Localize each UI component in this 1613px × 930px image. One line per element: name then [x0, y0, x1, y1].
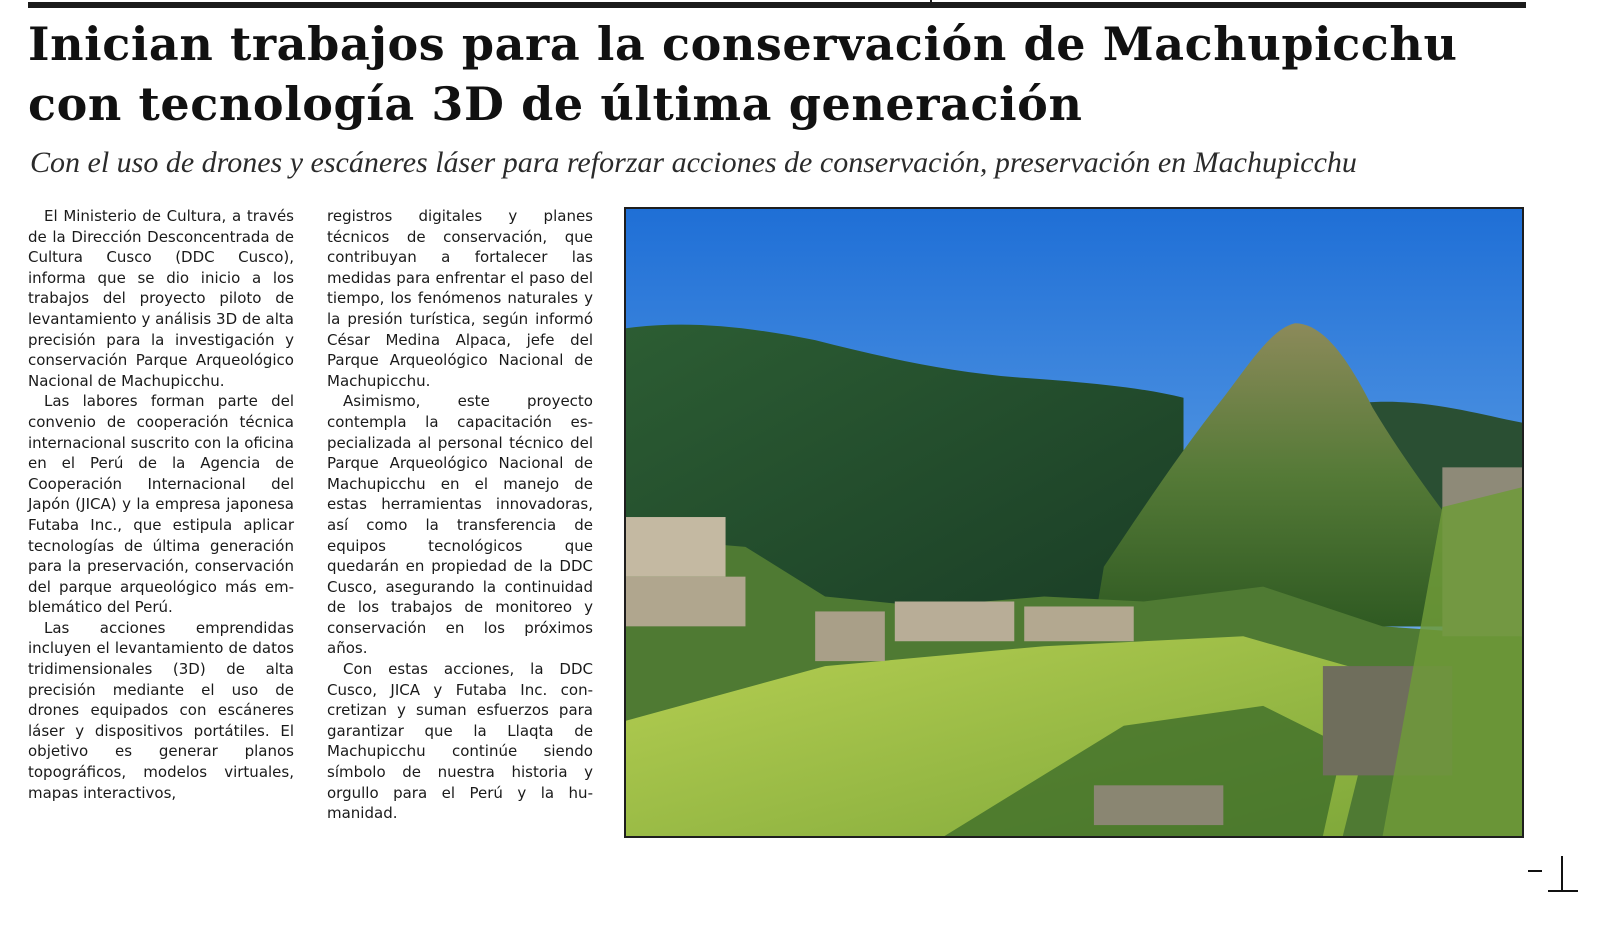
- column2-paragraph-1: registros digitales y planes técnicos de conservación, que contribuyan a fortalecer las medidas para enfrentar el paso del tiempo, los fenómenos naturales y la presión turística, según informó César Medina Alpaca, jefe del Parque Arqueológico Nacional de Machupicchu.: [327, 207, 593, 390]
- column1-paragraph-1: El Ministerio de Cultura, a través de la Dirección Desconcentrada de Cultura Cusco (DDC Cusco), informa que se dio inicio a los trabajos del proyecto piloto de levantamiento y análisis 3D de alta precisión para la investigación y conservación Parque Arqueológico Nacional de Machupicchu.: [28, 207, 294, 390]
- photo-illustration: [626, 209, 1522, 836]
- column1-paragraph-3: Las acciones emprendidas incluyen el levantamiento de datos tridimensionales (3D) de alta precisión mediante el uso de drones equipados con escáneres láser y dispositivos portátiles. El objetivo es generar planos topográficos, modelos virtuales, mapas interactivos,: [28, 618, 294, 802]
- column2-paragraph-3: Con estas acciones, la DDC Cusco, JICA y Futaba Inc. concretizan y suman esfuerzos para garantizar que la Llaqta de Machupicchu continúe siendo símbolo de nuestra historia y orgullo para el Perú y la humanidad.: [327, 660, 593, 823]
- column1-paragraph-2: Las labores forman parte del convenio de cooperación técnica internacional suscrito con la oficina en el Perú de la Agencia de Cooperación Internacional del Japón (JICA) y la empresa japonesa Futaba Inc., que estipula aplicar tecnologías de última generación para la preservación, conservación del parque arqueológico más emblemático del Perú.: [28, 392, 294, 617]
- column2-paragraph-2: Asimismo, este proyecto contempla la capacitación especializada al personal técnico del Parque Arqueológico Nacional de Machupicchu en el manejo de estas herramientas innovadoras, así como la transferencia de equipos tecnológicos que quedarán en propiedad de la DDC Cusco, asegurando la continuidad de los trabajos de monitoreo y conservación en los próximos años.: [327, 392, 593, 658]
- stone-platform-front: [1094, 785, 1223, 825]
- header-rule-tick: [930, 0, 932, 4]
- stone-wall-left: [626, 517, 726, 577]
- article-column-1: [28, 206, 294, 803]
- stone-building-1: [815, 611, 885, 661]
- crop-mark: [1548, 890, 1578, 892]
- article-subhead: Con el uso de drones y escáneres láser para reforzar acciones de conservación, preservación en Machupicchu: [30, 146, 1357, 179]
- article-column-2: [327, 206, 593, 824]
- machupicchu-photo: [624, 207, 1524, 838]
- stone-terrace-left: [626, 577, 745, 627]
- stone-building-3: [1024, 606, 1134, 641]
- header-rule: [28, 2, 1526, 8]
- crop-mark: [1528, 870, 1542, 872]
- stone-building-2: [895, 601, 1014, 641]
- article-headline: Inician trabajos para la conservación de Machupicchu con tecnología 3D de última generación: [28, 17, 1458, 131]
- crop-mark: [1561, 856, 1563, 892]
